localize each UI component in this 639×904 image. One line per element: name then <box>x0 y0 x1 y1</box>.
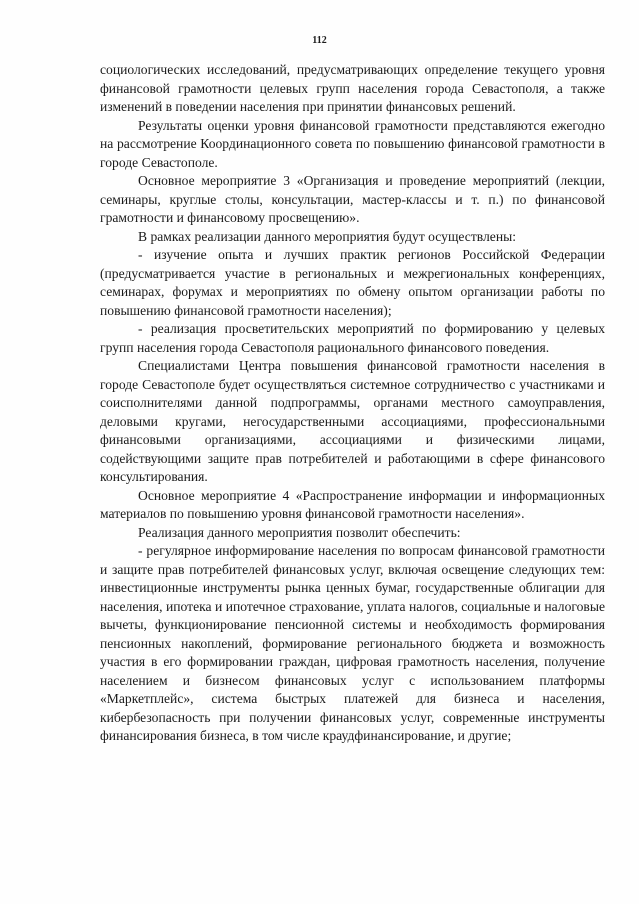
page-number: 112 <box>312 35 327 46</box>
paragraph: Результаты оценки уровня финансовой грамотности представляются ежегодно на рассмотрение Координационного совета по повышению финансовой грамотности в городе Севастополе. <box>100 117 605 170</box>
paragraph: Основное мероприятие 4 «Распространение информации и информационных материалов по повышению уровня финансовой грамотности населения». <box>100 487 605 521</box>
paragraph: социологических исследований, предусматривающих определение текущего уровня финансовой грамотности целевых групп населения города Севастополя, а также изменений в поведении населения при принятии финансовых решений. <box>100 62 605 114</box>
paragraph: В рамках реализации данного мероприятия будут осуществлены: <box>138 228 517 244</box>
paragraph: Специалистами Центра повышения финансовой грамотности населения в городе Севастополе будет осуществляться системное сотрудничество с участниками и соисполнителями данной подпрограммы, органами местного самоуправления, деловыми кругами, негосударственными ассоциациями, профессиональными финансовыми организациями, ассоциациями и физическими лицами, содействующими защите прав потребителей и работающими в сфере финансового консультирования. <box>100 358 605 484</box>
list-item: - реализация просветительских мероприятий по формированию у целевых групп населения города Севастополя рационального финансового поведения. <box>100 321 605 355</box>
body-text <box>100 61 605 746</box>
paragraph: Реализация данного мероприятия позволит обеспечить: <box>138 524 461 540</box>
list-item: - регулярное информирование населения по вопросам финансовой грамотности и защите прав потребителей финансовых услуг, включая освещение следующих тем: инвестиционные инструменты рынка ценных бумаг, государственные облигации для населения, ипотека и ипотечное страхование, уплата налогов, социальные и налоговые вычеты, функционирование пенсионной системы и необходимость формирования пенсионных накоплений, формирование регионального бюджета и возможность участия в его формировании граждан, цифровая грамотность населения, получение населением и бизнесом финансовых услуг с использованием платформы «Маркетплейс», система быстрых платежей для бизнеса и населения, кибербезопасность при получении финансовых услуг, современные инструменты финансирования бизнеса, в том числе краудфинансирование, и другие; <box>100 543 605 743</box>
list-item: - изучение опыта и лучших практик регионов Российской Федерации (предусматривается участие в региональных и межрегиональных конференциях, семинарах, форумах и мероприятиях по обмену опытом организации работы по повышению финансовой грамотности населения); <box>100 247 605 318</box>
paragraph: Основное мероприятие 3 «Организация и проведение мероприятий (лекции, семинары, круглые столы, консультации, мастер-классы и т. п.) по финансовой грамотности и финансовому просвещению». <box>100 173 605 225</box>
